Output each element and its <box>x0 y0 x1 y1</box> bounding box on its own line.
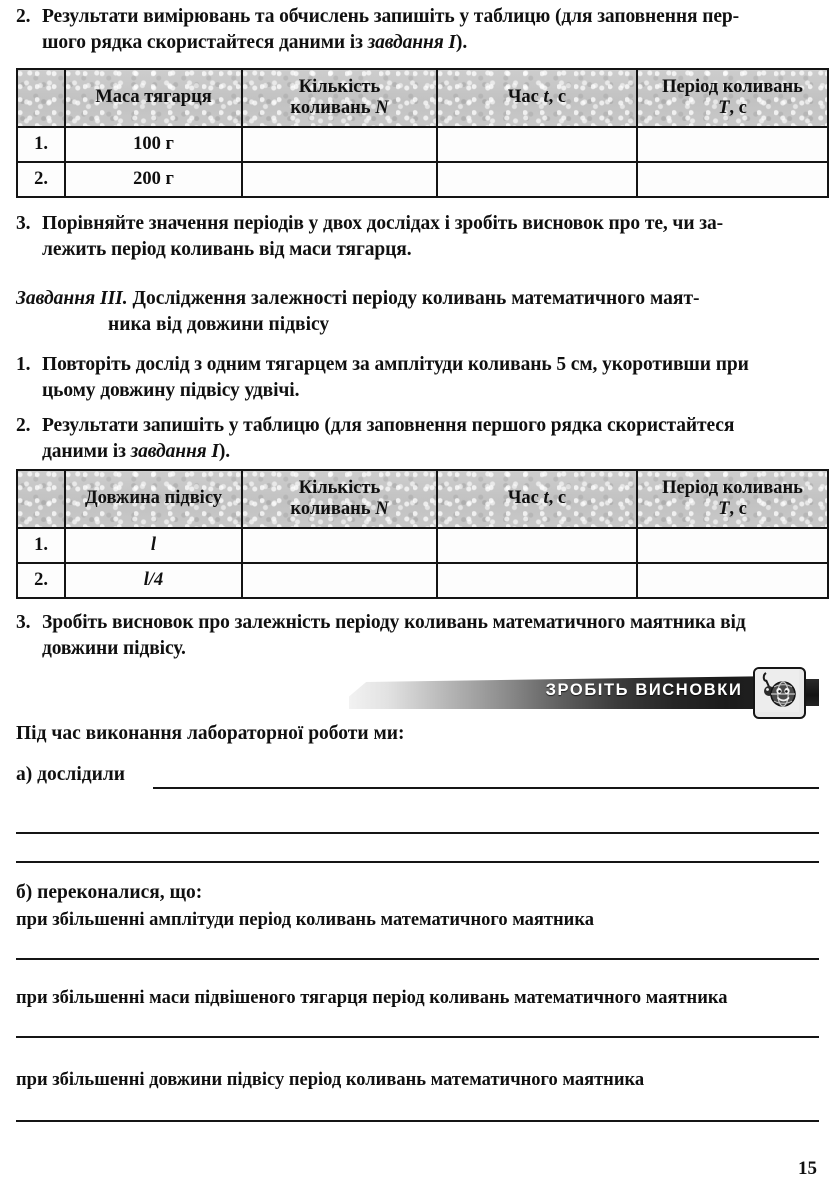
conclusion-a-label: а) <box>16 764 33 785</box>
conclusions-intro: Під час виконання лабораторної роботи ми: <box>16 723 405 744</box>
header-period-line1: Період коливань <box>662 76 803 97</box>
conclusion-statement-amplitude: при збільшенні амплітуди період коливань математичного маятника <box>16 910 594 930</box>
cell-time[interactable] <box>437 563 637 598</box>
conclusion-a-line <box>16 762 125 787</box>
paragraph-line-1: Результати вимірювань та обчислень запишіть у таблицю (для заповнення пер- <box>42 6 740 27</box>
paragraph-line-2 <box>42 30 821 56</box>
answer-rule-b-2[interactable] <box>16 1036 819 1038</box>
paragraph-line-2 <box>42 439 821 465</box>
header-period <box>637 470 828 528</box>
list-item-text <box>42 4 821 56</box>
table-body <box>17 127 828 197</box>
header-period <box>637 69 828 127</box>
list-marker: 3. <box>16 213 31 234</box>
cell-count[interactable] <box>242 127 437 162</box>
draw-conclusions-banner <box>349 672 819 714</box>
table-header-row <box>17 470 828 528</box>
cell-count[interactable] <box>242 162 437 197</box>
table-body <box>17 528 828 598</box>
banner-label: ЗРОБІТЬ ВИСНОВКИ <box>545 681 743 699</box>
cell-index: 1. <box>17 528 65 563</box>
cell-period[interactable] <box>637 528 828 563</box>
header-oscillation-count-line2: коливань <box>290 98 376 118</box>
cell-period[interactable] <box>637 127 828 162</box>
table-head <box>17 69 828 127</box>
task-3-label: Завдання III. <box>16 288 128 309</box>
symbol-t: t <box>543 488 549 509</box>
task-3-title-line1: Дослідження залежності періоду коливань математичного маят- <box>127 288 700 309</box>
cell-mass: 200 г <box>65 162 242 197</box>
header-time-post: , с <box>548 488 567 509</box>
table-mass-vs-period <box>16 68 829 198</box>
answer-rule-b-3[interactable] <box>16 1120 819 1122</box>
symbol-T: T <box>718 98 730 118</box>
page-number: 15 <box>798 1158 817 1179</box>
table-row <box>17 528 828 563</box>
symbol-N: N <box>375 499 389 519</box>
list-item-text <box>42 610 821 662</box>
conclusion-b-text: переконалися, що: <box>32 882 203 903</box>
header-length: Довжина підвісу <box>65 470 242 528</box>
list-marker: 3. <box>16 612 31 633</box>
paragraph-line-2-pre: даними із <box>42 440 131 462</box>
header-time-post: , с <box>548 87 567 108</box>
cell-time[interactable] <box>437 528 637 563</box>
header-period-unit: , с <box>729 98 747 118</box>
answer-rule-a-3[interactable] <box>16 861 819 863</box>
header-time-pre: Час <box>507 488 544 509</box>
conclusion-statement-mass: при збільшенні маси підвішеного тягарця період коливань математичного маятника <box>16 988 728 1008</box>
cell-count[interactable] <box>242 528 437 563</box>
reference-task-1: завдання I <box>367 31 456 53</box>
cell-index: 1. <box>17 127 65 162</box>
cell-index: 2. <box>17 563 65 598</box>
answer-rule-b-1[interactable] <box>16 958 819 960</box>
cell-index: 2. <box>17 162 65 197</box>
table-head <box>17 470 828 528</box>
conclusion-a-text: дослідили <box>32 764 126 785</box>
conclusion-b-label: б) <box>16 882 33 903</box>
task-3-title-line2: ника від довжини підвісу <box>108 313 330 335</box>
table-row <box>17 563 828 598</box>
table-row <box>17 162 828 197</box>
header-oscillation-count <box>242 470 437 528</box>
symbol-N: N <box>375 98 389 118</box>
cell-length: l/4 <box>65 563 242 598</box>
symbol-t: t <box>543 87 549 108</box>
table-row <box>17 127 828 162</box>
paragraph-line-1: Результати запишіть у таблицю (для заповнення першого рядка скористайтеся <box>42 415 735 436</box>
header-time <box>437 470 637 528</box>
paragraph-line-2: лежить період коливань від маси тягарця. <box>42 238 412 260</box>
mascot-globe-icon <box>753 667 806 719</box>
list-item-task3-results <box>16 413 821 465</box>
cell-mass: 100 г <box>65 127 242 162</box>
paragraph-line-2: довжини підвісу. <box>42 637 186 659</box>
conclusion-statement-length: при збільшенні довжини підвісу період коливань математичного маятника <box>16 1070 645 1090</box>
list-marker: 1. <box>16 354 31 375</box>
header-time-pre: Час <box>507 87 544 108</box>
cell-period[interactable] <box>637 162 828 197</box>
header-oscillation-count-line1: Кількість <box>298 76 381 97</box>
list-item-task2-compare <box>16 211 821 263</box>
paragraph-line-2-pre: шого рядка скористайтеся даними із <box>42 31 368 53</box>
paragraph-line-2: цьому довжину підвісу удвічі. <box>42 379 300 401</box>
list-item-text <box>42 211 821 263</box>
list-item-text <box>42 413 821 465</box>
symbol-T: T <box>718 499 730 519</box>
table-length-vs-period <box>16 469 829 599</box>
answer-rule-a-1[interactable] <box>153 787 819 789</box>
task-3-heading <box>16 286 821 338</box>
paragraph-line-2-post: ). <box>218 440 231 462</box>
paragraph-line-1: Зробіть висновок про залежність періоду коливань математичного маятника від <box>42 612 746 633</box>
paragraph-line-2-post: ). <box>455 31 468 53</box>
list-item-task2-results <box>16 4 821 56</box>
paragraph-line-1: Порівняйте значення періодів у двох дослідах і зробіть висновок про те, чи за- <box>42 213 724 234</box>
header-oscillation-count <box>242 69 437 127</box>
cell-period[interactable] <box>637 563 828 598</box>
header-period-unit: , с <box>729 499 747 519</box>
header-oscillation-count-line2: коливань <box>290 499 376 519</box>
list-marker: 2. <box>16 6 31 27</box>
cell-time[interactable] <box>437 162 637 197</box>
header-time <box>437 69 637 127</box>
conclusion-b-line <box>16 880 202 905</box>
list-item-text <box>42 352 821 404</box>
header-index <box>17 69 65 127</box>
cell-count[interactable] <box>242 563 437 598</box>
cell-time[interactable] <box>437 127 637 162</box>
list-marker: 2. <box>16 415 31 436</box>
reference-task-1: завдання I <box>130 440 219 462</box>
header-period-line1: Період коливань <box>662 477 803 498</box>
list-item-task3-repeat <box>16 352 821 404</box>
list-item-task3-conclusion <box>16 610 821 662</box>
cell-length: l <box>65 528 242 563</box>
header-oscillation-count-line1: Кількість <box>298 477 381 498</box>
table-header-row <box>17 69 828 127</box>
paragraph-line-1: Повторіть дослід з одним тягарцем за амплітуди коливань 5 см, укоротивши при <box>42 354 749 375</box>
answer-rule-a-2[interactable] <box>16 832 819 834</box>
header-mass: Маса тягарця <box>65 69 242 127</box>
header-index <box>17 470 65 528</box>
